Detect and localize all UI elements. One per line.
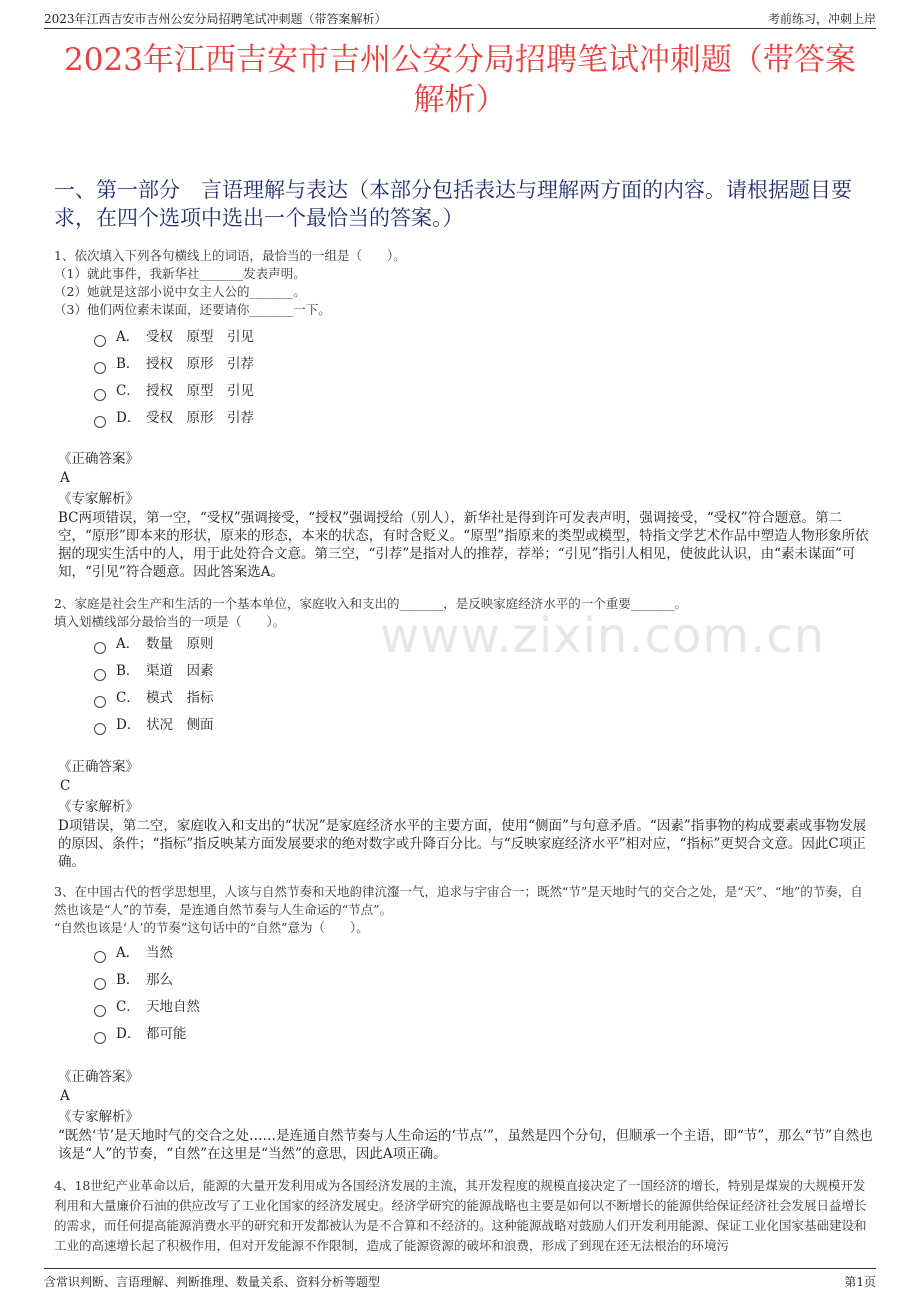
- option-text: 授权 原型 引见: [146, 383, 254, 399]
- answer-letter: A: [60, 1088, 70, 1104]
- option-letter: D．: [116, 1026, 141, 1042]
- radio-icon[interactable]: [94, 335, 106, 347]
- section-heading: 一、第一部分 言语理解与表达（本部分包括表达与理解两方面的内容。请根据题目要求，在四个选项中选出一个最恰当的答案。）: [54, 178, 852, 230]
- question-4-stem: [54, 1176, 870, 1256]
- radio-icon[interactable]: [94, 1032, 106, 1044]
- explanation-label: 《专家解析》: [58, 1109, 139, 1125]
- page-number: 第1页: [844, 1275, 876, 1289]
- option-c[interactable]: [94, 994, 200, 1021]
- option-letter: B．: [116, 663, 140, 679]
- running-header: [44, 8, 876, 29]
- option-b[interactable]: [94, 967, 200, 994]
- question-stem-line: 填入划横线部分最恰当的一项是（ ）。: [54, 614, 286, 629]
- running-footer: [44, 1268, 876, 1291]
- radio-icon[interactable]: [94, 951, 106, 963]
- question-2-options: [94, 631, 214, 739]
- answer-label: 《正确答案》: [58, 1069, 139, 1085]
- option-d[interactable]: [94, 405, 254, 432]
- answer-label: 《正确答案》: [58, 759, 139, 775]
- option-text: 受权 原形 引荐: [146, 410, 254, 426]
- option-a[interactable]: [94, 940, 200, 967]
- option-letter: B．: [116, 972, 140, 988]
- question-1-answer: [58, 450, 874, 581]
- radio-icon[interactable]: [94, 1005, 106, 1017]
- radio-icon[interactable]: [94, 389, 106, 401]
- question-stem-line: （2）她就是这部小说中女主人公的_______。: [54, 284, 306, 299]
- radio-icon[interactable]: [94, 696, 106, 708]
- option-text: 模式 指标: [146, 690, 214, 706]
- option-letter: A．: [116, 945, 140, 961]
- answer-label: 《正确答案》: [58, 451, 139, 467]
- question-1-stem: [54, 247, 870, 319]
- option-text: 数量 原则: [146, 636, 214, 652]
- question-stem-line: 4、18世纪产业革命以后，能源的大量开发利用成为各国经济发展的主流，其开发程度的规模直接决定了一国经济的增长，特别是煤炭的大规模开发利用和大量廉价石油的供应改写了工业化国家的经济发展史。经济学研究的能源战略也主要是如何以不断增长的能源供给保证经济社会发展日益增长的需求，而任何提高能源消费水平的研究和开发都被认为是不合算和不经济的。这种能源战略对鼓励人们开发利用能源、保证工业化国家基础建设和工业的高速增长起了积极作用，但对开发能源不作限制，造成了能源资源的破坏和浪费，形成了到现在还无法根治的环境污: [54, 1178, 867, 1253]
- explanation-text: “既然‘节’是天地时气的交合之处……是连通自然节奏与人生命运的‘节点’”，虽然是四个分句，但顺承一个主语，即“节”，那么“节”自然也该是“人”的节奏，“自然”在这里是“当然”的意思，因此A项正确。: [58, 1128, 873, 1162]
- option-d[interactable]: [94, 712, 214, 739]
- option-letter: C．: [116, 383, 140, 399]
- explanation-label: 《专家解析》: [58, 799, 139, 815]
- footer-description: 含常识判断、言语理解、判断推理、数量关系、资料分析等题型: [44, 1275, 381, 1289]
- header-document-title: 2023年江西吉安市吉州公安分局招聘笔试冲刺题（带答案解析）: [44, 12, 387, 26]
- option-letter: C．: [116, 999, 140, 1015]
- question-stem-line: （1）就此事件，我新华社_______发表声明。: [54, 266, 306, 281]
- option-c[interactable]: [94, 685, 214, 712]
- option-text: 天地自然: [146, 999, 200, 1015]
- option-text: 渠道 因素: [146, 663, 214, 679]
- radio-icon[interactable]: [94, 416, 106, 428]
- answer-letter: C: [60, 778, 71, 794]
- radio-icon[interactable]: [94, 723, 106, 735]
- question-stem-line: 3、在中国古代的哲学思想里，人该与自然节奏和天地韵律沆瀣一气，追求与宇宙合一；既然“节”是天地时气的交合之处，是“天”、“地”的节奏，自然也该是“人”的节奏，是连通自然节奏与人生命运的“节点”。: [54, 884, 863, 917]
- option-b[interactable]: [94, 658, 214, 685]
- header-slogan: 考前练习，冲刺上岸: [767, 12, 876, 26]
- option-c[interactable]: [94, 378, 254, 405]
- question-stem-line: 2、家庭是社会生产和生活的一个基本单位，家庭收入和支出的_______，是反映家庭经济水平的一个重要_______。: [54, 596, 687, 611]
- radio-icon[interactable]: [94, 362, 106, 374]
- question-stem-line: “自然也该是‘人’的节奏”这句话中的“自然”意为（ ）。: [54, 920, 369, 935]
- option-text: 那么: [146, 972, 173, 988]
- question-1-options: [94, 324, 254, 432]
- question-3-answer: [58, 1068, 874, 1163]
- option-letter: C．: [116, 690, 140, 706]
- option-letter: D．: [116, 410, 141, 426]
- radio-icon[interactable]: [94, 669, 106, 681]
- question-2-answer: [58, 758, 874, 871]
- question-stem-line: （3）他们两位素未谋面，还要请你_______一下。: [54, 302, 331, 317]
- option-d[interactable]: [94, 1021, 200, 1048]
- radio-icon[interactable]: [94, 978, 106, 990]
- document-title: 2023年江西吉安市吉州公安分局招聘笔试冲刺题（带答案解析）: [64, 42, 856, 118]
- question-stem-line: 1、依次填入下列各句横线上的词语，最恰当的一组是（ ）。: [54, 248, 406, 263]
- option-a[interactable]: [94, 631, 214, 658]
- option-letter: D．: [116, 717, 141, 733]
- answer-letter: A: [60, 470, 70, 486]
- explanation-label: 《专家解析》: [58, 491, 139, 507]
- option-b[interactable]: [94, 351, 254, 378]
- radio-icon[interactable]: [94, 642, 106, 654]
- watermark: www.zixin.com.cn: [380, 608, 826, 664]
- option-letter: A．: [116, 329, 140, 345]
- explanation-text: D项错误，第二空，家庭收入和支出的“状况”是家庭经济水平的主要方面，使用“侧面”与句意矛盾。“因素”指事物的构成要素或事物发展的原因、条件；“指标”指反映某方面发展要求的绝对数字或升降百分比。与“反映家庭经济水平”相对应，“指标”更契合文意。因此C项正确。: [58, 818, 867, 870]
- option-text: 受权 原型 引见: [146, 329, 254, 345]
- question-3-stem: [54, 883, 870, 937]
- option-letter: A．: [116, 636, 140, 652]
- explanation-text: BC两项错误，第一空，“受权”强调接受，“授权”强调授给（别人），新华社是得到许可发表声明，强调接受，“受权”符合题意。第二空，“原形”即本来的形状，原来的形态，本来的状态，有时含贬义。“原型”指原来的类型或模型，特指文学艺术作品中塑造人物形象所依据的现实生活中的人，用于此处符合文意。第三空，“引荐”是指对人的推荐，荐举；“引见”指引人相见，使彼此认识，由“素未谋面”可知，“引见”符合题意。因此答案选A。: [58, 510, 869, 580]
- option-a[interactable]: [94, 324, 254, 351]
- option-text: 授权 原形 引荐: [146, 356, 254, 372]
- option-letter: B．: [116, 356, 140, 372]
- question-3-options: [94, 940, 200, 1048]
- option-text: 状况 侧面: [146, 717, 214, 733]
- option-text: 都可能: [146, 1026, 187, 1042]
- option-text: 当然: [146, 945, 173, 961]
